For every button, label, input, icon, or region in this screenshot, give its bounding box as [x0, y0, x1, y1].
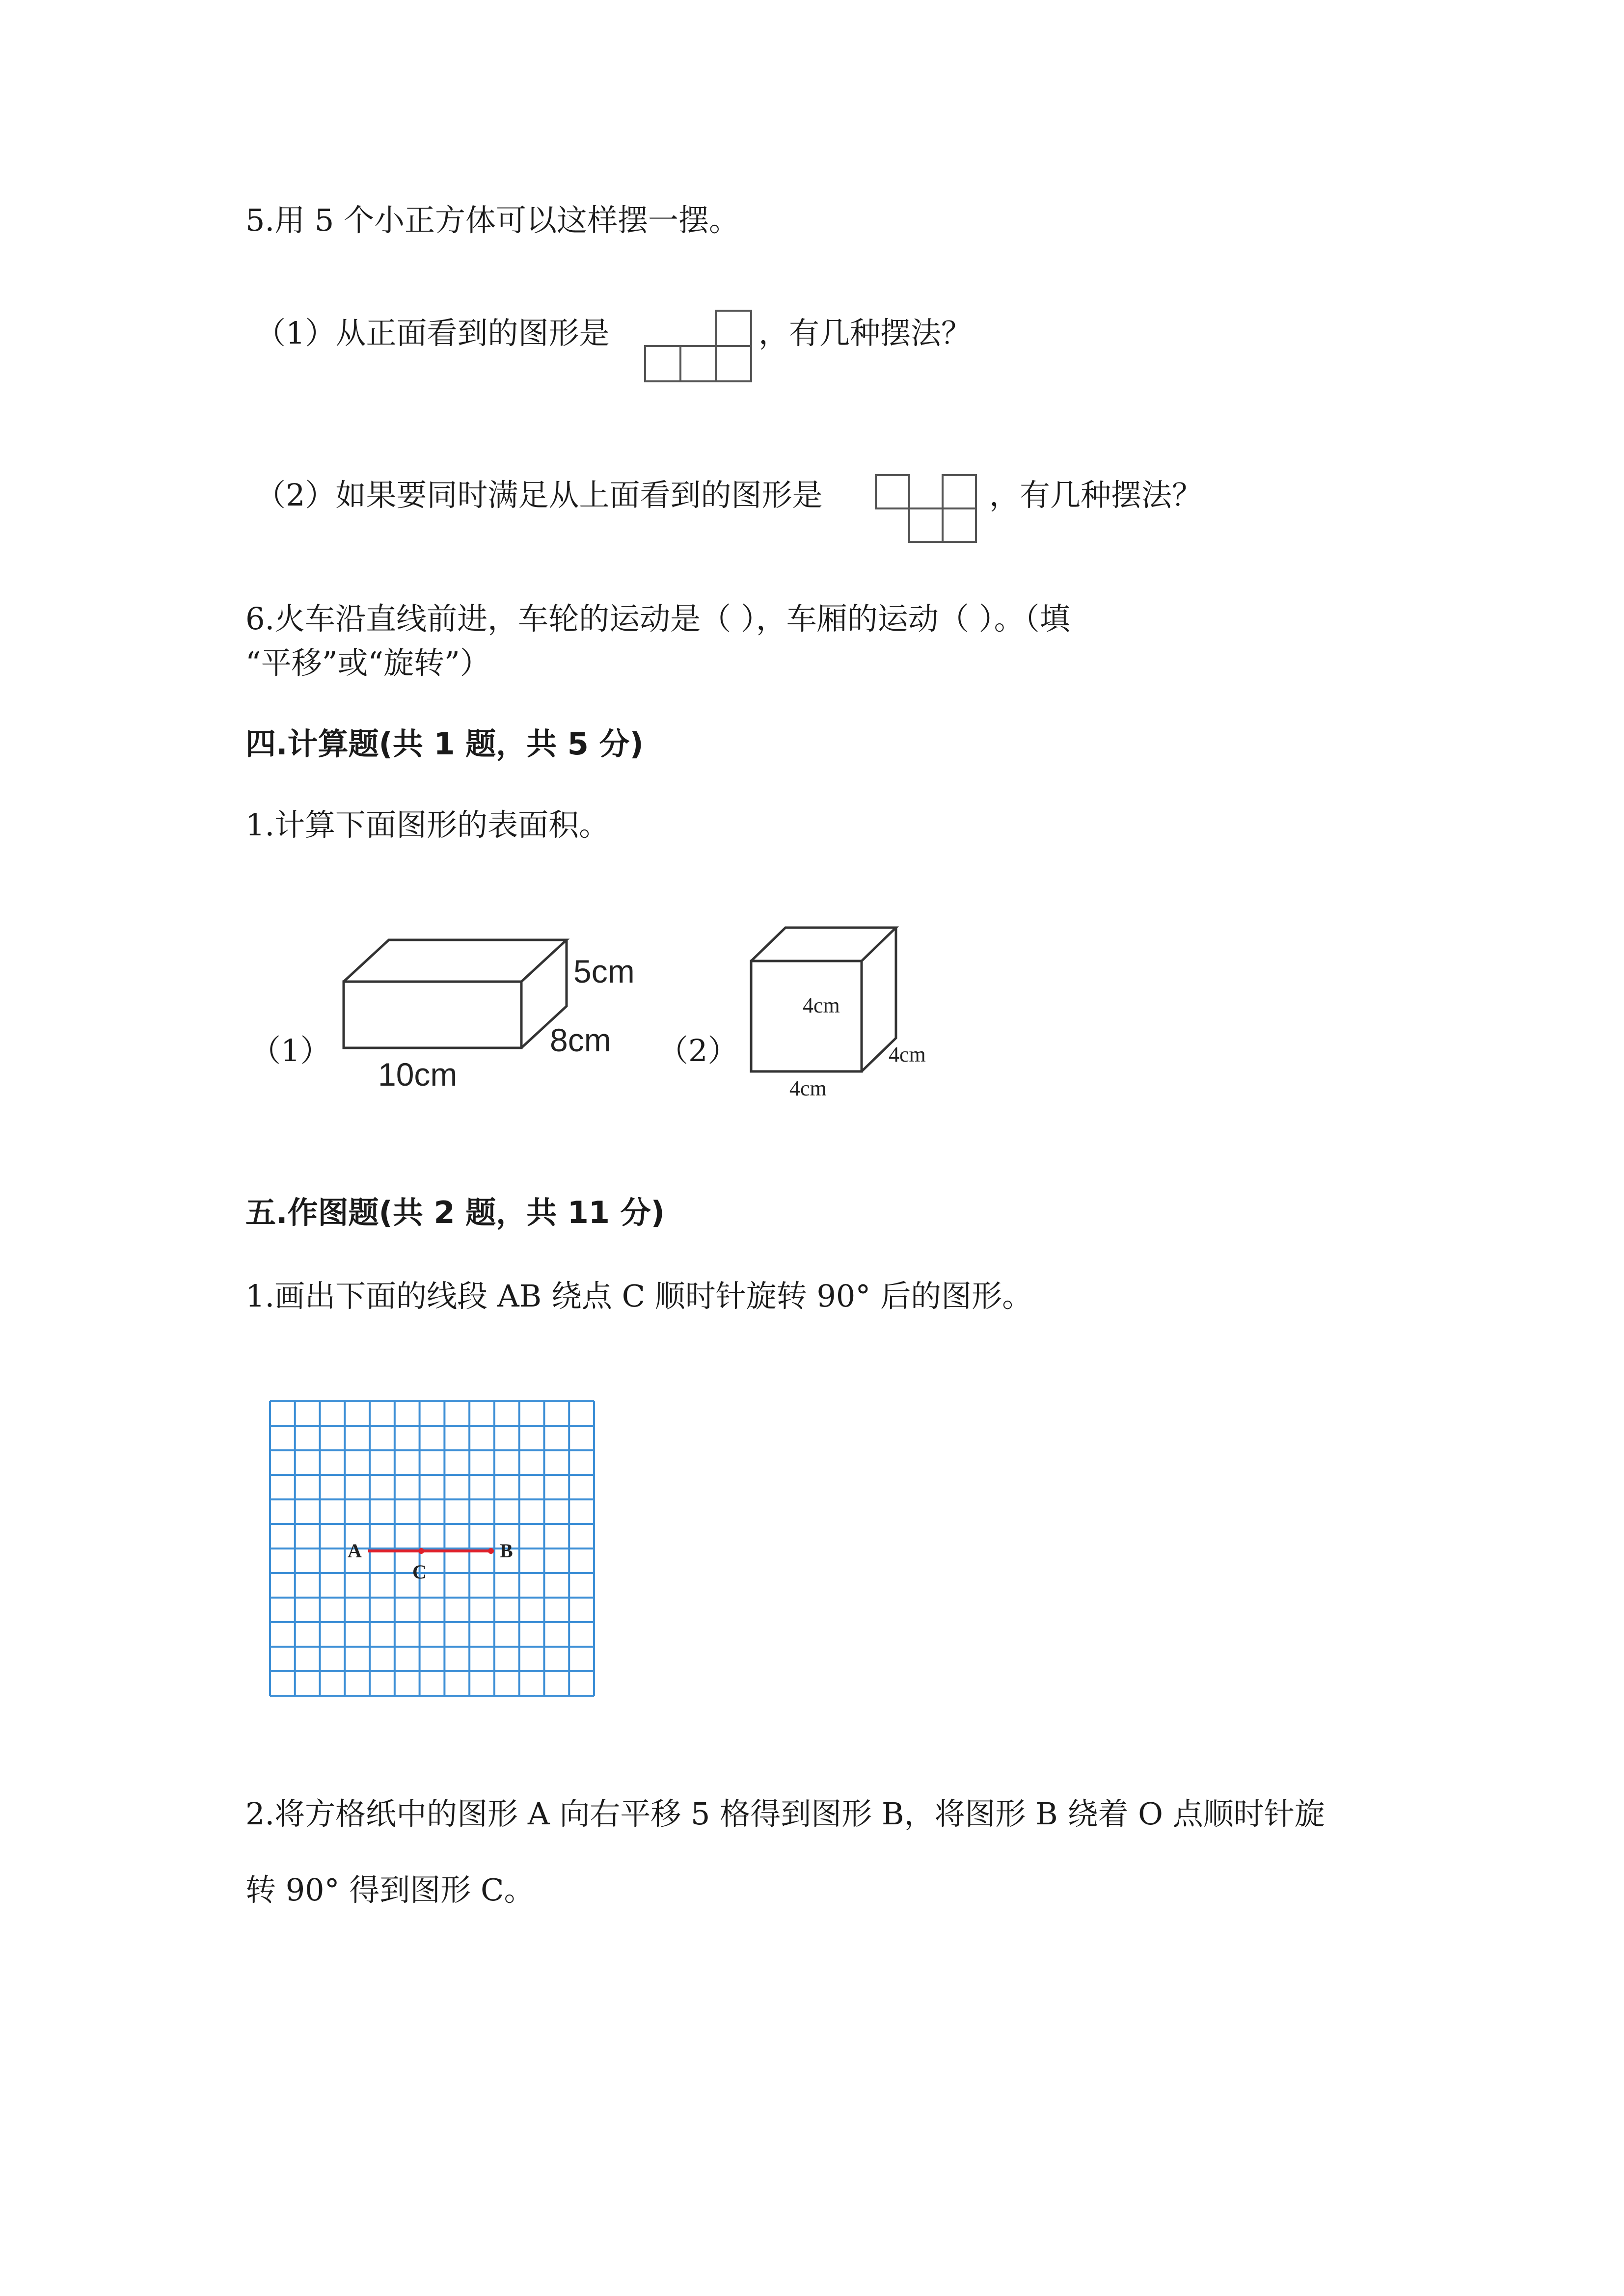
q5-sub2-prefix: （2）如果要同时满足从上面看到的图形是 [255, 477, 823, 513]
q6-line1: 6.火车沿直线前进，车轮的运动是（ ），车厢的运动（ ）。（填 [245, 601, 1070, 637]
top-view-figure [874, 474, 982, 550]
cube-figure [741, 918, 957, 1109]
section4-heading: 四.计算题(共 1 题，共 5 分) [245, 726, 644, 762]
q5-sub1-suffix: ，有几种摆法？ [758, 315, 972, 351]
cube-side-label: 4cm [889, 1042, 926, 1067]
q5-sub1-prefix: （1）从正面看到的图形是 [255, 315, 610, 351]
q6-line2: “平移”或“旋转”） [245, 645, 490, 681]
cube-bottom-label: 4cm [789, 1076, 827, 1100]
section5-q2-line1: 2.将方格纸中的图形 A 向右平移 5 格得到图形 B，将图形 B 绕着 O 点顺时针旋 [245, 1796, 1325, 1832]
section4-q1: 1.计算下面图形的表面积。 [245, 807, 610, 843]
section5-q2-line2: 转 90° 得到图形 C。 [245, 1872, 535, 1908]
fig1-label: （1） [250, 1033, 331, 1068]
cuboid-figure [334, 928, 668, 1104]
rotation-grid [265, 1394, 604, 1708]
point-c-dot [418, 1548, 424, 1554]
q5-sub2-suffix: ，有几种摆法？ [989, 477, 1203, 513]
point-b-dot [488, 1548, 494, 1554]
point-b-label: B [500, 1540, 513, 1562]
section5-q1: 1.画出下面的线段 AB 绕点 C 顺时针旋转 90° 后的图形。 [245, 1278, 1033, 1314]
front-view-figure [643, 309, 756, 385]
cuboid-height-label: 5cm [573, 953, 635, 989]
section5-heading: 五.作图题(共 2 题，共 11 分) [245, 1195, 665, 1230]
point-c-label: C [412, 1561, 427, 1583]
grid-lines [270, 1401, 594, 1696]
q5-stem: 5.用 5 个小正方体可以这样摆一摆。 [245, 202, 740, 238]
fig2-label: （2） [658, 1033, 738, 1068]
point-a-label: A [348, 1540, 362, 1562]
cuboid-width-label: 8cm [550, 1022, 611, 1058]
cuboid-length-label: 10cm [378, 1056, 458, 1093]
cube-front-label: 4cm [803, 993, 840, 1017]
